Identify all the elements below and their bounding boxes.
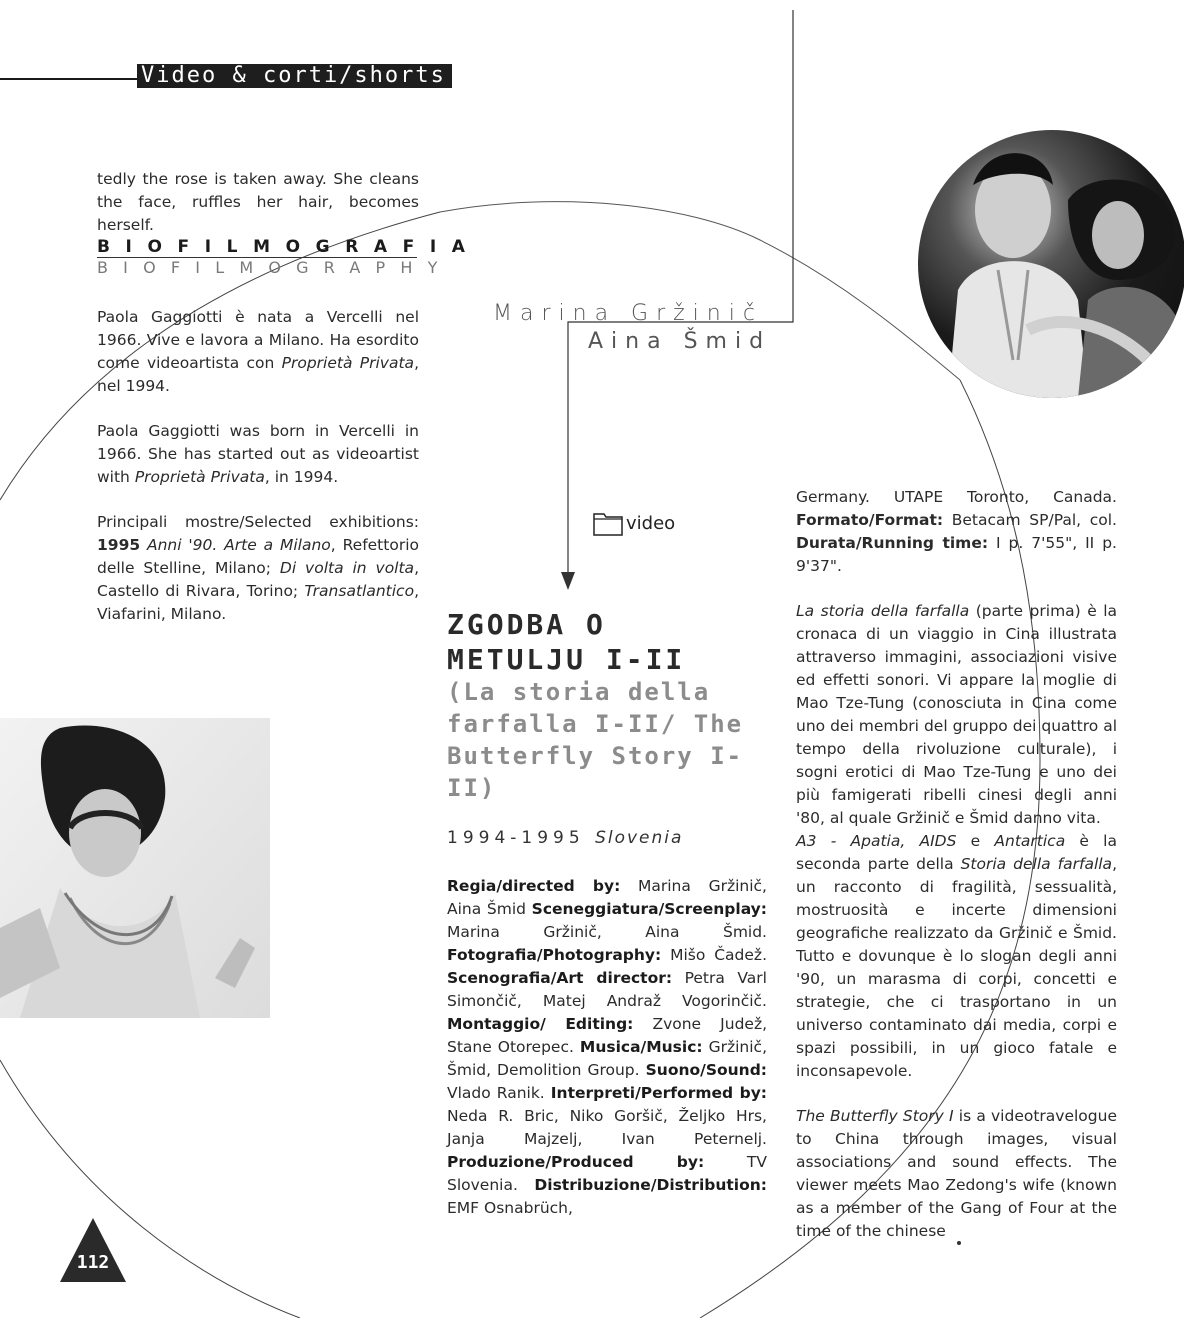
credit-value: Marina Gržinič, Aina Šmid [447,877,767,918]
credit-label: Suono/Sound: [645,1061,767,1079]
credit-label: Interpreti/Performed by: [550,1084,768,1102]
synopsis-italian-2: A3 - Apatia, AIDS e Antartica è la seconda parte della Storia della farfalla, un racconto di fragilità, sessualità, mostruosità e incerte dimensioni geografiche realizzato da Gržinič e Šmid. Tutto e dovunque è lo slogan degli anni '90, un marasma di corpi, concetti e strategie, che ci trasportano in un universo contaminato dai media, corpi e spazi possibili, in un gioco fatale e inconsapevole. [796,832,1117,1080]
bio-english: Paola Gaggiotti was born in Vercelli in 1966. She has started out as videoartist with Proprietà Privata, in 1994. [97,422,419,486]
film-title [447,607,685,677]
credit-value: Mišo Čadež. [661,946,767,964]
credit-label: Regia/directed by: [447,877,621,895]
film-title-line1: ZGODBA O [447,608,606,641]
film-years: 1994-1995 [447,828,585,848]
video-badge-label: video [626,512,676,534]
exhibitions: Principali mostre/Selected exhibitions: 1995 Anni '90. Arte a Milano, Refettorio delle Stelline, Milano; Di volta in volta, Castello di Rivara, Torino; Transatlantico, Viafarini, Milano. [97,513,419,623]
credit-value: EMF Osnabrüch, [447,1199,573,1217]
film-country: Slovenia [595,828,684,848]
credit-value: Vlado Ranik. [447,1084,551,1102]
credit-label: Distribuzione/Distribution: [534,1176,767,1194]
credit-label: Sceneggiatura/Screenplay: [531,900,767,918]
section-label: Video & corti/shorts [137,64,452,88]
biofilmography-subheading: BIOFILMOGRAPHY [97,258,453,277]
credit-label: Musica/Music: [579,1038,703,1056]
credit-label: Scenografia/Art director: [447,969,673,987]
credit-value: Neda R. Bric, Niko Goršič, Željko Hrs, Janja Majzelj, Ivan Peternelj. [447,1107,767,1148]
header-rule [0,78,140,80]
credit-value: Petra Varl Simončič, Matej Andraž Vogorinčič. [447,969,767,1010]
intro-text: tedly the rose is taken away. She cleans the face, ruffles her hair, becomes herself. [97,170,419,234]
film-alt-title: (La storia della farfalla I-II/ The Butterfly Story I-II) [447,678,744,802]
film-title-line2: METULJU I-II [447,643,686,676]
film-years-country [447,828,683,848]
author-aina-smid: Aina Šmid [588,329,772,354]
page-number: 112 [76,1252,110,1273]
portrait-photo-woman [0,718,270,1018]
credit-label: Fotografia/Photography: [447,946,662,964]
credit-value: Marina Gržinič, Aina Šmid. [447,923,767,941]
credit-value: TV Slovenia. [447,1153,767,1194]
synopsis-italian-1: La storia della farfalla (parte prima) è la cronaca di un viaggio in Cina illustrata attraverso immagini, associazioni visive ed effetti sonori. Vi appare la moglie di Mao Tze-Tung (conosciuta in Cina come uno dei membri del gruppo dei quattro al tempo della rivoluzione culturale), i sogni erotici di Mao Tze-Tung e uno dei più famigerati ribelli cinesi degli anni '80, al quale Gržinič e Šmid danno vita. [796,602,1118,827]
credit-label: Produzione/Produced by: [447,1153,705,1171]
folder-icon [593,510,623,536]
synopsis-english: The Butterfly Story I is a videotravelogue to China through images, visual associations and sound effects. The viewer meets Mao Zedong's wife (known as a member of the Gang of Four at the time of the chinese [796,1107,1117,1240]
credit-value: Zvone Judež, Stane Otorepec. [447,1015,768,1056]
biofilmografia-heading: BIOFILMOGRAFIA [97,237,481,257]
performers-photo [918,130,1184,398]
credits-block [447,875,767,1220]
video-badge [593,510,675,536]
format-info: Germany. UTAPE Toronto, Canada. Formato/Format: Betacam SP/Pal, col. Durata/Running time: I p. 7'55", II p. 9'37". [796,488,1117,575]
right-column-text [796,486,1117,1265]
credit-label: Montaggio/ Editing: [447,1015,634,1033]
performers-photo-drawing [918,130,1184,398]
decorative-dot [957,1241,961,1245]
author-marina-grzinic: Marina Gržinič [493,301,763,326]
page-number-badge [60,1218,126,1282]
credit-value: Gržinič, Šmid, Demolition Group. [447,1038,767,1079]
biography-block [97,306,419,648]
bio-italian: Paola Gaggiotti è nata a Vercelli nel 1966. Vive e lavora a Milano. Ha esordito come videoartista con Proprietà Privata, nel 1994. [97,308,419,395]
